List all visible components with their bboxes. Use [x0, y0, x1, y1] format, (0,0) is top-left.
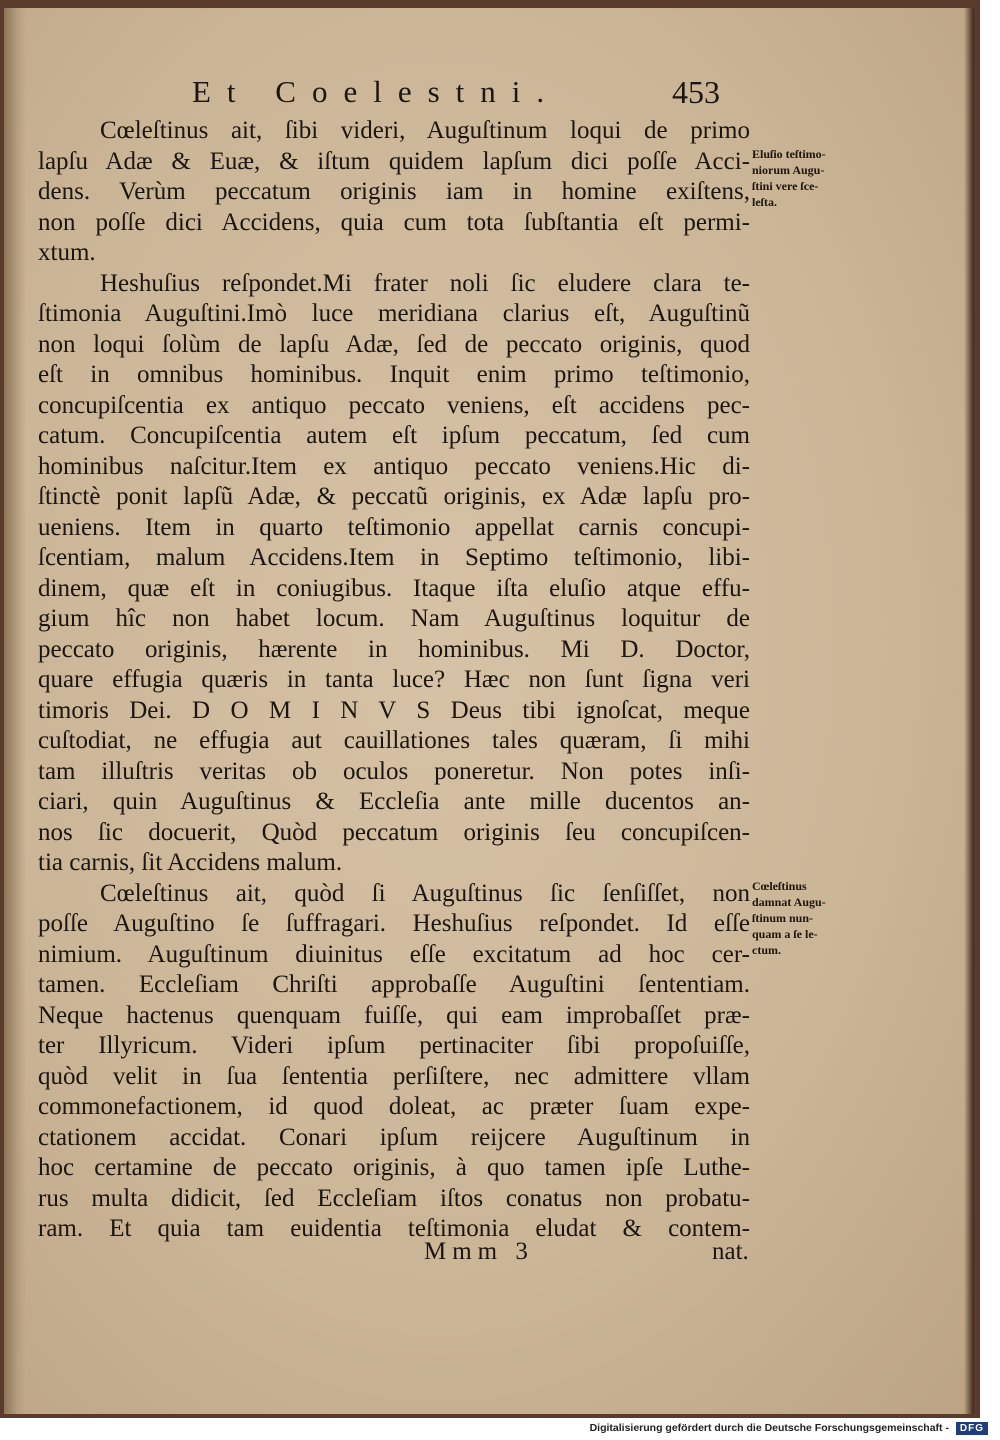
text-line: rus multa didicit, ſed Eccleſiam iſtos conatus non probatu-: [38, 1184, 750, 1212]
text-line: ciari, quin Auguſtinus & Eccleſia ante mille ducentos an-: [38, 788, 750, 815]
text-line: quare effugia quæris in tanta luce? Hæc non ſunt ſigna veri: [38, 666, 750, 693]
page-gutter-shadow: [4, 8, 26, 1414]
text-line: commonefactionem, id quod doleat, ac præter ſuam expe-: [38, 1093, 750, 1120]
text-line: ſcentiam, malum Accidens.Item in Septimo teſtimonio, libi-: [38, 544, 750, 571]
text-line: ctationem accidat. Conari ipſum reijcere Auguſtinum in: [38, 1123, 750, 1151]
text-line: catum. Concupiſcentia autem eſt ipſum peccatum, ſed cum: [38, 422, 750, 449]
text-line: eſt in omnibus hominibus. Inquit enim primo teſtimonio,: [38, 361, 750, 388]
text-line: tamen. Eccleſiam Chriſti approbaſſe Auguſtini ſententiam.: [38, 971, 750, 998]
text-line: poſſe Auguſtino ſe ſuffragari. Heshuſius reſpondet. Id eſſe: [38, 910, 750, 937]
text-line: non loqui ſolùm de lapſu Adæ, ſed de peccato originis, quod: [38, 330, 750, 358]
text-line: Cœleſtinus ait, ſibi videri, Auguſtinum loqui de primo: [100, 117, 750, 144]
digitization-credit: [590, 1422, 988, 1435]
book-page: [4, 8, 974, 1414]
text-line: ſtinctè ponit lapſũ Adæ, & peccatũ originis, ex Adæ lapſu pro-: [38, 483, 750, 510]
page-number: 453: [672, 74, 720, 110]
text-line: dinem, quæ eſt in coniugibus. Itaque iſta eluſio atque effu-: [38, 574, 750, 602]
text-line: Cœleſtinus ait, quòd ſi Auguſtinus ſic ſenſiſſet, non: [100, 879, 750, 907]
text-line: xtum.: [38, 239, 96, 266]
text-line: Neque hactenus quenquam fuiſſe, qui eam improbaſſet præ-: [38, 1001, 750, 1029]
text-line: non poſſe dici Accidens, quia cum tota ſubſtantia eſt permi-: [38, 208, 750, 236]
dfg-logo-icon: DFG: [956, 1422, 988, 1435]
text-line: quòd velit in ſua ſententia perſiſtere, nec admittere vllam: [38, 1062, 750, 1090]
body-text: [38, 116, 750, 1245]
text-line: tia carnis, ſit Accidens malum.: [38, 849, 343, 876]
text-line: peccato originis, hærente in hominibus. Mi D. Doctor,: [38, 635, 750, 663]
text-line: tam illuſtris veritas ob oculos poneretur. Non potes inſi-: [38, 757, 750, 785]
marginal-note-text: Eluſio teſtimo- niorum Augu- ſtini vere ſce- leſta.: [752, 147, 826, 209]
text-line: dens. Verùm peccatum originis iam in homine exiſtens,: [38, 178, 750, 205]
marginal-note: [752, 146, 882, 210]
credit-text: Digitalisierung gefördert durch die Deutsche Forschungsgemeinschaft -: [589, 1422, 949, 1434]
catchword: nat.: [712, 1238, 749, 1265]
text-line: concupiſcentia ex antiquo peccato veniens, eſt accidens pec-: [38, 391, 750, 419]
text-line: ſtimonia Auguſtini.Imò luce meridiana clarius eſt, Auguſtinũ: [38, 300, 750, 327]
text-line: Heshuſius reſpondet.Mi frater noli ſic eludere clara te-: [100, 269, 750, 297]
signature-mark: Mmm 3: [424, 1238, 534, 1265]
text-line: nos ſic docuerit, Quòd peccatum originis ſeu concupiſcen-: [38, 818, 750, 846]
text-line: nimium. Auguſtinum diuinitus eſſe excitatum ad hoc cer-: [38, 940, 750, 968]
text-line: ueniens. Item in quarto teſtimonio appellat carnis concupi-: [38, 513, 750, 541]
text-line: timoris Dei. D O M I N V S Deus tibi ignoſcat, meque: [38, 696, 750, 724]
text-line: ram. Et quia tam euidentia teſtimonia eludat & contem-: [38, 1215, 750, 1242]
text-line: lapſu Adæ & Euæ, & iſtum quidem lapſum dici poſſe Acci-: [38, 147, 750, 175]
page-edge-shadow: [964, 8, 974, 1414]
text-line: hominibus naſcitur.Item ex antiquo peccato veniens.Hic di-: [38, 452, 750, 480]
text-line: gium hîc non habet locum. Nam Auguſtinus loquitur de: [38, 605, 750, 632]
text-line: hoc certamine de peccato originis, à quo tamen ipſe Luthe-: [38, 1154, 750, 1181]
running-title: Et Coelestni.: [192, 74, 561, 109]
marginal-note: [752, 878, 882, 958]
text-line: cuſtodiat, ne effugia aut cauillationes tales quæram, ſi mihi: [38, 727, 750, 754]
text-line: ter Illyricum. Videri ipſum pertinaciter ſibi propoſuiſſe,: [38, 1032, 750, 1059]
marginal-note-text: Cœleſtinus damnat Augu- ſtinum nun- quam a ſe le- ctum.: [752, 879, 826, 957]
